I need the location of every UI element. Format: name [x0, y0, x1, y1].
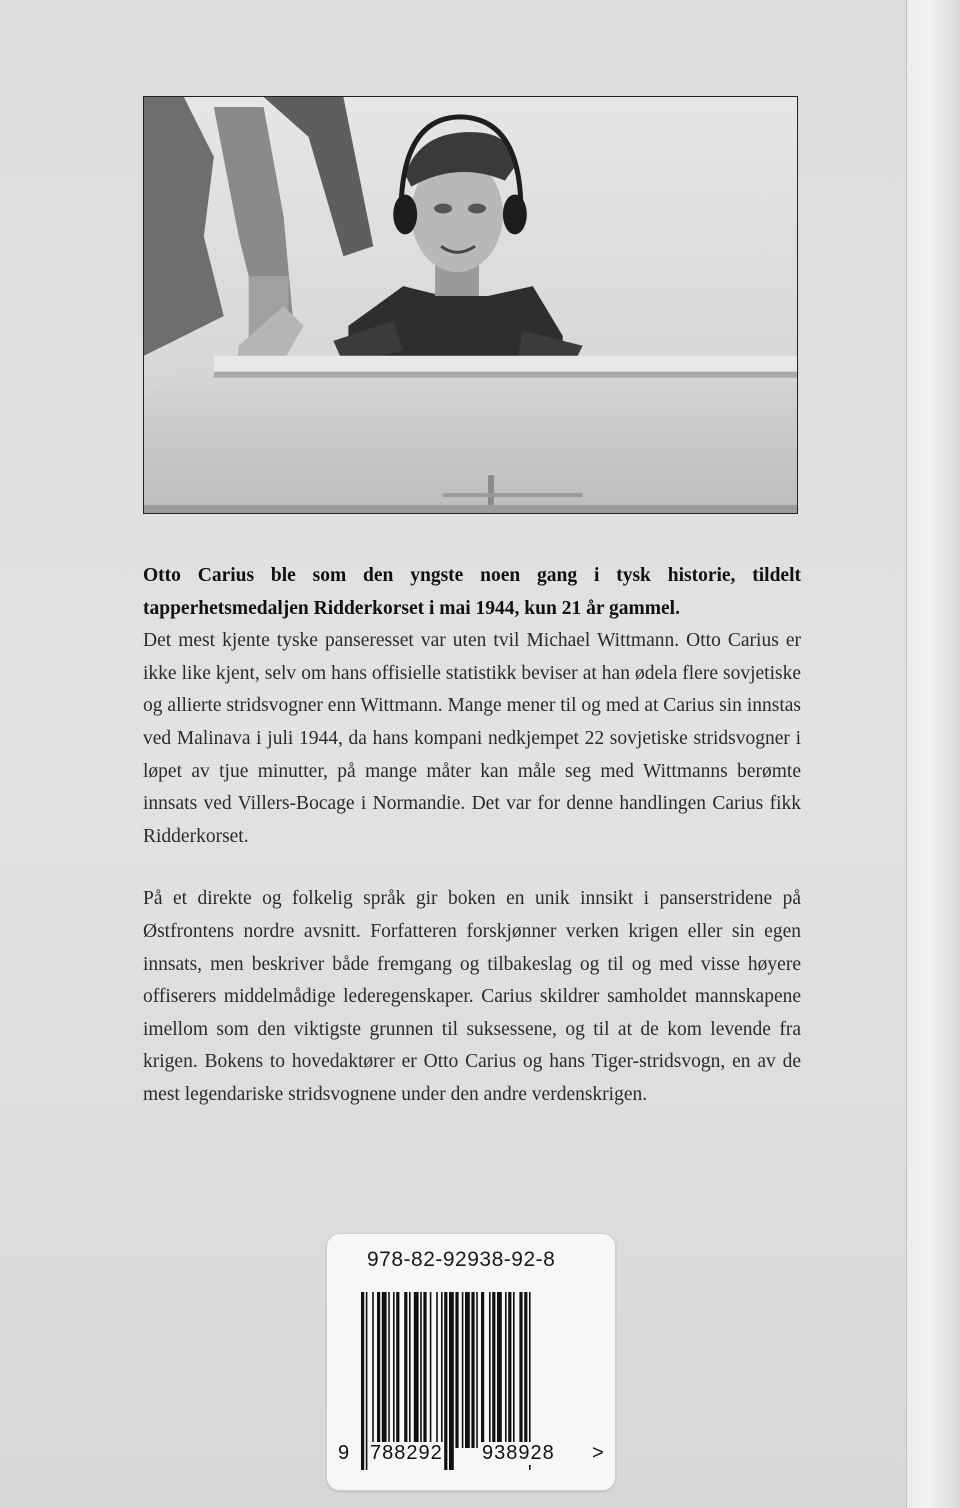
barcode-bar: [393, 1292, 395, 1448]
barcode-bar: [513, 1292, 515, 1448]
barcode-bar: [430, 1292, 432, 1448]
barcode-bar: [382, 1292, 387, 1448]
barcode-sticker: [326, 1233, 616, 1491]
barcode-bar: [481, 1292, 484, 1448]
barcode-bar: [366, 1292, 368, 1470]
barcode-bar: [409, 1292, 411, 1448]
barcode-bar: [396, 1292, 399, 1448]
blurb-paragraph-1: Det mest kjente tyske panseresset var uten tvil Michael Wittmann. Otto Carius er ikke like kjent, selv om hans offisielle statistikk beviser at han ødela flere sovjetiske og allierte stridsvogner enn Wittmann. Mange mener til og med at Carius sin innstas ved Malinava i juli 1944, da hans kompani nedkjempet 22 sovjetiske stridsvogner i løpet av tjue minutter, på mange måter kan måle seg med Wittmanns berømte innsats ved Villers-Bocage i Normandie. Det var for denne handlingen Carius fikk Ridderkorset.: [143, 630, 801, 847]
blurb: [143, 560, 801, 1112]
paragraph-gap: [143, 853, 801, 883]
barcode-bar: [465, 1292, 470, 1448]
book-spine: [906, 0, 960, 1508]
barcode-bar: [420, 1292, 422, 1448]
barcode-bar: [441, 1292, 443, 1448]
barcode-bar: [471, 1292, 474, 1448]
barcode-digits-left: 788292: [370, 1442, 443, 1464]
barcode-bar: [476, 1292, 478, 1448]
barcode-digits-right: 938928: [482, 1442, 555, 1464]
isbn-number: 978-82-92938-92-8: [367, 1248, 556, 1271]
cover-photo: [143, 96, 798, 514]
barcode-bar: [388, 1292, 390, 1448]
barcode-bar: [423, 1292, 426, 1448]
barcode-quiet-mark: >: [592, 1442, 604, 1464]
barcode-bar: [489, 1292, 491, 1448]
barcode-bar: [414, 1292, 419, 1448]
blurb-lead: Otto Carius ble som den yngste noen gang i tysk historie, tildelt tapperhetsmedaljen Ridderkorset i mai 1944, kun 21 år gammel.: [143, 565, 801, 619]
barcode-bar: [462, 1292, 464, 1448]
barcode-bar: [372, 1292, 374, 1448]
barcode-bar: [444, 1292, 447, 1470]
barcode-digit-first: 9: [338, 1442, 350, 1464]
barcode-bar: [497, 1292, 502, 1448]
barcode-bar: [361, 1292, 364, 1470]
cover-photo-image: [144, 97, 797, 513]
barcode-bar: [492, 1292, 495, 1448]
barcode-bar: [505, 1292, 507, 1448]
barcode-bar: [519, 1292, 522, 1448]
blurb-paragraph-2: På et direkte og folkelig språk gir boken en unik innsikt i panserstridene på Østfrontens nordre avsnitt. Forfatteren forskjønner verken krigen eller sin egen innsats, men beskriver både fremgang og tilbakeslag og til og med visse høyere offiserers middelmådige lederegenskaper. Carius skildrer samholdet mannskapene imellom som den viktigste grunnen til suksessene, og til at de kom levende fra krigen. Bokens to hovedaktører er Otto Carius og hans Tiger-stridsvogn, en av de mest legendariske stridsvognene under den andre verdenskrigen.: [143, 888, 801, 1105]
barcode-bar: [524, 1292, 527, 1448]
barcode-bar: [508, 1292, 511, 1448]
barcode-bar: [455, 1292, 458, 1448]
barcode-bar: [449, 1292, 454, 1470]
barcode-bar: [436, 1292, 438, 1448]
barcode-bar: [404, 1292, 407, 1448]
barcode-bar: [377, 1292, 380, 1448]
